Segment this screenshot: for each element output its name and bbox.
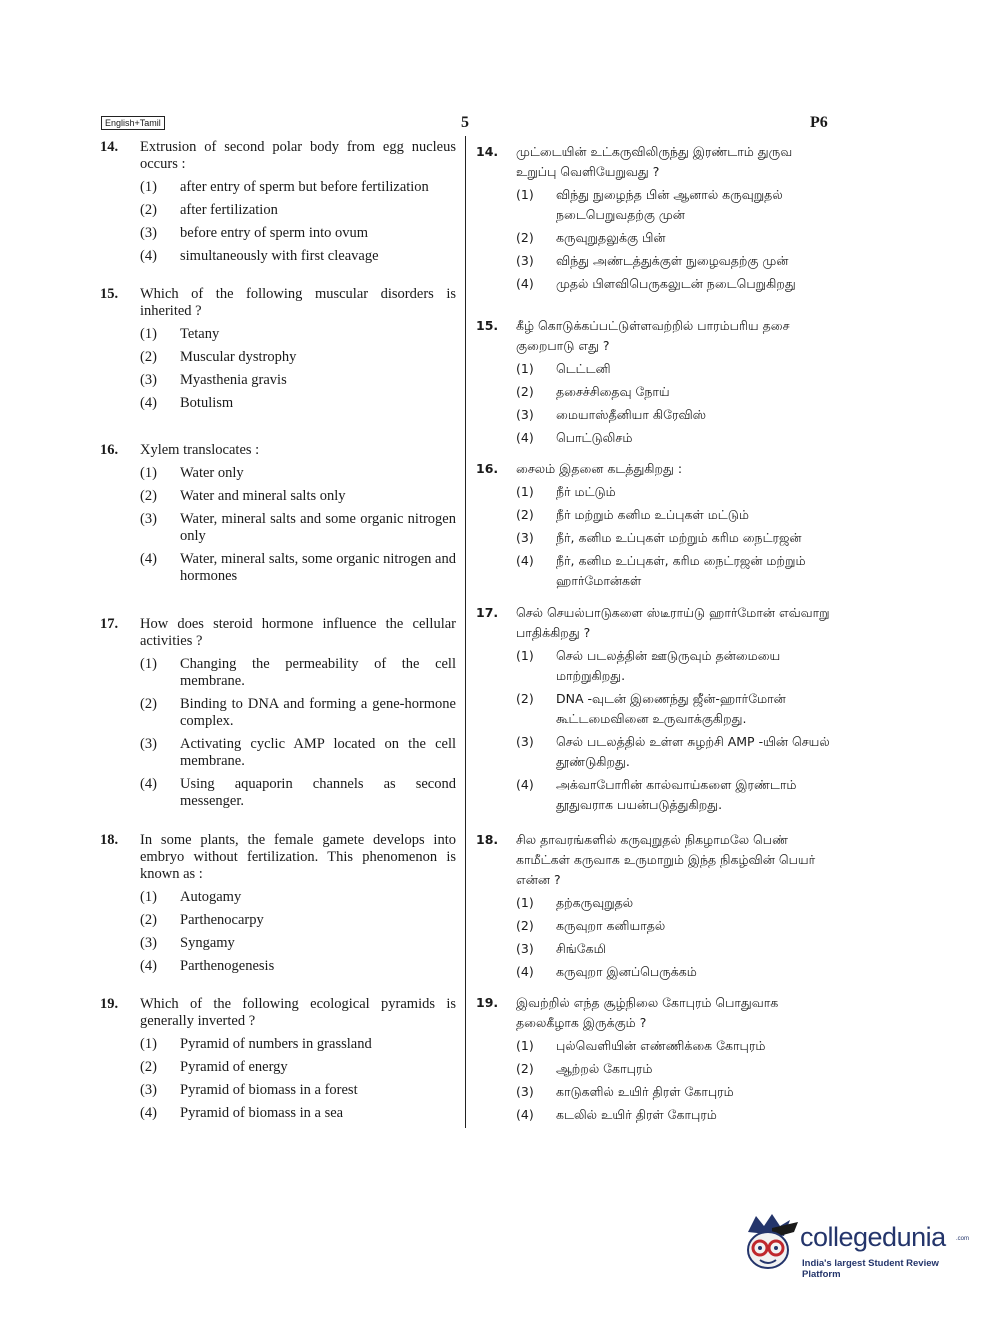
option [140,488,456,505]
option-text: Activating cyclic AMP located on the cell membrane. [180,736,456,769]
option-number: (2) [140,202,157,218]
question-number: 16. [100,442,119,458]
option-number: (1) [140,326,157,342]
brand-name: collegedunia [800,1222,946,1252]
option [516,939,832,959]
option-text: செல் படலத்தின் ஊடுருவும் தன்மையை மாற்றுகிறது. [556,648,781,683]
option-number: (3) [140,935,157,951]
option-number: (3) [140,511,157,527]
option [516,428,832,448]
option [516,228,832,248]
option-text: பொட்டுலிசம் [556,430,633,445]
option-text: கடலில் உயிர் திரள் கோபுரம் [556,1107,717,1122]
option-number: (3) [140,372,157,388]
option-text: அக்வாபோரின் கால்வாய்களை இரண்டாம் தூதுவராக பயன்படுத்துகிறது. [556,777,797,812]
brand-suffix: .com [956,1236,970,1242]
question-stem: Xylem translocates : [140,442,260,458]
question-en-18 [100,832,456,975]
option-text: செல் படலத்தில் உள்ள சுழற்சி AMP -யின் செயல் தூண்டுகிறது. [556,734,830,769]
option-number: (2) [140,912,157,928]
option [516,382,832,402]
option-text: Syngamy [180,935,235,951]
option-number: (1) [516,187,534,202]
option-text: சிங்கேமி [556,941,606,956]
option [140,551,456,585]
option [516,185,832,225]
option-text: Water, mineral salts and some organic nitrogen only [180,511,456,544]
option-text: before entry of sperm into ovum [180,225,369,241]
question-en-14 [100,139,456,265]
option-number: (1) [140,1036,157,1052]
option [140,179,456,196]
option [140,1059,456,1076]
option-text: கருவுறுதலுக்கு பின் [556,230,666,245]
question-stem: Extrusion of second polar body from egg nucleus occurs : [140,139,456,172]
option-text: தற்கருவுறுதல் [556,895,634,910]
option [516,775,832,815]
option-text: டெட்டனி [556,361,611,376]
option-number: (3) [140,225,157,241]
option-text: நீர், கனிம உப்புகள், கரிம நைட்ரஜன் மற்றும் ஹார்மோன்கள் [556,553,806,588]
option-number: (1) [140,179,157,195]
option-number: (3) [140,1082,157,1098]
option-text: Parthenocarpy [180,912,264,928]
option [140,1105,456,1122]
option-text: கருவுறா கனியாதல் [556,918,666,933]
option [140,736,456,770]
collegedunia-watermark [742,1212,968,1278]
question-number: 14. [100,139,119,155]
question-en-16 [100,442,456,585]
option [516,359,832,379]
option-number: (2) [140,349,157,365]
option [140,958,456,975]
option-number: (4) [516,430,534,445]
question-en-19 [100,996,456,1122]
option-text: Water and mineral salts only [180,488,346,504]
option [516,505,832,525]
option-number: (1) [140,465,157,481]
option-number: (4) [140,248,157,264]
option-text: Pyramid of biomass in a forest [180,1082,358,1098]
question-ta-15 [476,316,832,448]
question-en-17 [100,616,456,810]
option-text: after fertilization [180,202,278,218]
option [516,962,832,982]
question-ta-16 [476,459,832,591]
column-divider [465,136,466,1128]
question-ta-18 [476,830,832,982]
option [140,465,456,482]
option-number: (4) [516,777,534,792]
option-number: (2) [516,918,534,933]
option-number: (3) [516,407,534,422]
question-number: 17. [476,605,499,620]
option-text: Pyramid of numbers in grassland [180,1036,372,1052]
option [140,656,456,690]
option-number: (3) [516,941,534,956]
option-text: நீர் மட்டும் [556,484,616,499]
option-text: Pyramid of energy [180,1059,288,1075]
brand-tagline: India's largest Student Review Platform [802,1258,939,1280]
option-text: Parthenogenesis [180,958,275,974]
option [516,528,832,548]
option-text: Changing the permeability of the cell membrane. [180,656,456,689]
option-number: (3) [516,530,534,545]
question-stem: இவற்றில் எந்த சூழ்நிலை கோபுரம் பொதுவாக தலைகீழாக இருக்கும் ? [516,995,779,1030]
option-number: (2) [140,488,157,504]
option-number: (4) [140,1105,157,1121]
option-number: (2) [516,1061,534,1076]
mascot-icon [742,1212,798,1278]
option [140,776,456,810]
question-number: 19. [476,995,499,1010]
option-text: Using aquaporin channels as second messenger. [180,776,456,809]
option [516,551,832,591]
option-number: (1) [140,889,157,905]
option-text: Muscular dystrophy [180,349,297,365]
option [516,916,832,936]
question-number: 18. [100,832,119,848]
option [140,326,456,343]
option-text: காடுகளில் உயிர் திரள் கோபுரம் [556,1084,734,1099]
option-number: (1) [516,648,534,663]
option-text: DNA -வுடன் இணைந்து ஜீன்-ஹார்மோன் கூட்டமைவினை உருவாக்குகிறது. [556,691,786,726]
option-text: முதல் பிளவிபெருகலுடன் நடைபெறுகிறது [556,276,796,291]
option-number: (1) [140,656,157,672]
option-text: மையாஸ்தீனியா கிரேவிஸ் [556,407,707,422]
option-text: Pyramid of biomass in a sea [180,1105,344,1121]
option [140,889,456,906]
option-number: (3) [140,736,157,752]
question-number: 14. [476,144,499,159]
question-stem: Which of the following muscular disorders is inherited ? [140,286,456,319]
option-number: (3) [516,734,534,749]
option [140,912,456,929]
option-number: (3) [516,1084,534,1099]
option-text: புல்வெளியின் எண்ணிக்கை கோபுரம் [556,1038,766,1053]
option-text: ஆற்றல் கோபுரம் [556,1061,653,1076]
question-stem: செல் செயல்பாடுகளை ஸ்டீராய்டு ஹார்மோன் எவ்வாறு பாதிக்கிறது ? [516,605,830,640]
question-number: 15. [100,286,119,302]
option [516,1036,832,1056]
option-text: விந்து நுழைந்த பின் ஆனால் கருவுறுதல் நடைபெறுவதற்கு முன் [556,187,783,222]
option [140,225,456,242]
question-number: 16. [476,461,499,476]
option [140,935,456,952]
option-text: கருவுறா இனப்பெருக்கம் [556,964,697,979]
option-number: (3) [516,253,534,268]
option [140,696,456,730]
question-en-15 [100,286,456,412]
option-number: (4) [140,958,157,974]
option-number: (1) [516,895,534,910]
option [140,511,456,545]
option-text: Myasthenia gravis [180,372,287,388]
option-text: Water only [180,465,244,481]
option-number: (4) [140,395,157,411]
option-text: after entry of sperm but before fertilization [180,179,429,195]
option [516,646,832,686]
question-number: 15. [476,318,499,333]
option-number: (4) [516,553,534,568]
option [140,202,456,219]
option [140,372,456,389]
option [140,1036,456,1053]
question-stem: Which of the following ecological pyramids is generally inverted ? [140,996,456,1029]
question-ta-17 [476,603,832,815]
option-number: (2) [516,507,534,522]
option [516,689,832,729]
option-text: Botulism [180,395,234,411]
option [140,349,456,366]
question-stem: How does steroid hormone influence the cellular activities ? [140,616,456,649]
option [516,1059,832,1079]
option-text: நீர், கனிம உப்புகள் மற்றும் கரிம நைட்ரஜன் [556,530,802,545]
option-number: (1) [516,484,534,499]
option [516,405,832,425]
option-number: (2) [516,691,534,706]
page-number: 5 [461,114,469,131]
option-text: simultaneously with first cleavage [180,248,379,264]
option [516,482,832,502]
option-text: விந்து அண்டத்துக்குள் நுழைவதற்கு முன் [556,253,789,268]
option [140,248,456,265]
option-number: (2) [140,1059,157,1075]
question-stem: சைலம் இதனை கடத்துகிறது : [516,461,683,476]
option-text: நீர் மற்றும் கனிம உப்புகள் மட்டும் [556,507,749,522]
option [140,395,456,412]
option [516,732,832,772]
paper-code: P6 [810,114,828,131]
option-number: (2) [140,696,157,712]
option [516,251,832,271]
question-number: 17. [100,616,119,632]
option [516,1105,832,1125]
option-number: (4) [516,276,534,291]
option-text: தசைச்சிதைவு நோய் [556,384,670,399]
question-ta-14 [476,142,832,294]
option-text: Autogamy [180,889,242,905]
option [516,893,832,913]
option-number: (1) [516,1038,534,1053]
option-number: (4) [516,964,534,979]
question-ta-19 [476,993,832,1125]
option-text: Tetany [180,326,220,342]
option-text: Binding to DNA and forming a gene-hormone complex. [180,696,456,729]
question-stem: கீழ் கொடுக்கப்பட்டுள்ளவற்றில் பாரம்பரிய தசை குறைபாடு எது ? [516,318,790,353]
option [516,1082,832,1102]
question-number: 19. [100,996,119,1012]
language-tag: English+Tamil [101,116,165,130]
option-number: (4) [140,551,157,567]
option [140,1082,456,1099]
option-number: (2) [516,384,534,399]
option-number: (4) [140,776,157,792]
question-stem: முட்டையின் உட்கருவிலிருந்து இரண்டாம் துருவ உறுப்பு வெளியேறுவது ? [516,144,793,179]
question-number: 18. [476,832,499,847]
question-stem: In some plants, the female gamete develops into embryo without fertilization. This phenomenon is known as : [140,832,456,882]
option-number: (4) [516,1107,534,1122]
option-number: (2) [516,230,534,245]
option-text: Water, mineral salts, some organic nitrogen and hormones [180,551,456,584]
option-number: (1) [516,361,534,376]
option [516,274,832,294]
question-stem: சில தாவரங்களில் கருவுறுதல் நிகழாமலே பெண் காமீட்கள் கருவாக உருமாறும் இந்த நிகழ்வின் பெயர் என்ன ? [516,832,816,887]
